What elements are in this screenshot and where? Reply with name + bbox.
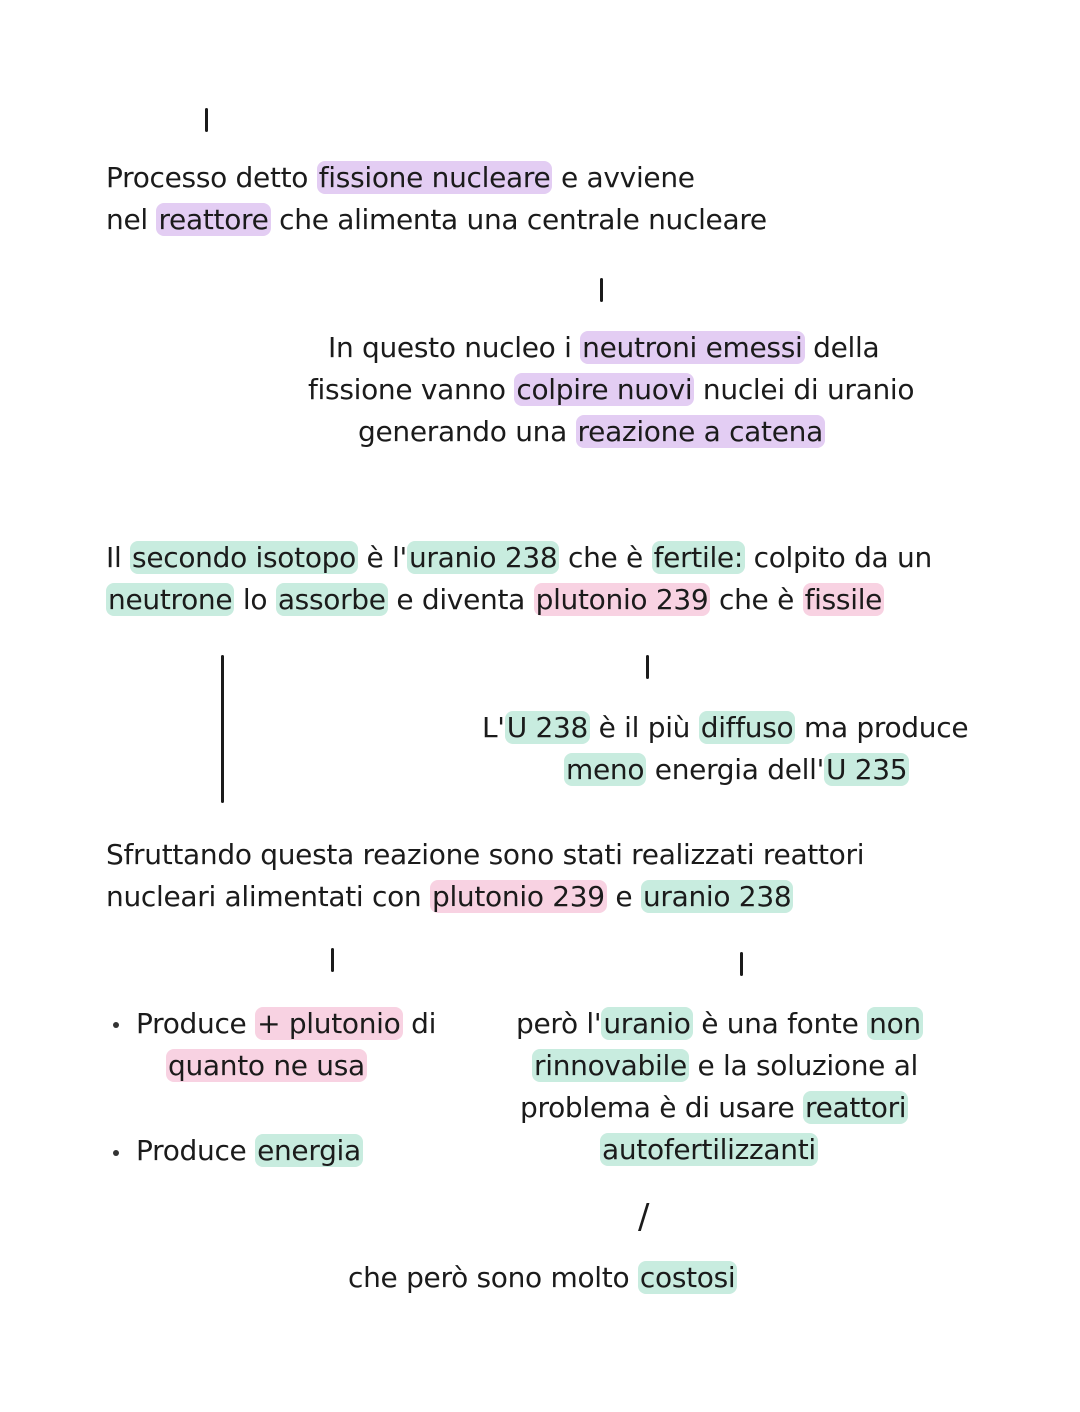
highlight-u238: U 238: [506, 711, 589, 744]
highlight-u235: U 235: [825, 753, 908, 786]
highlight-reattori: reattori: [805, 1091, 907, 1124]
highlight-diffuso: diffuso: [700, 711, 794, 744]
highlight-secondo-isotopo: secondo isotopo: [132, 541, 356, 574]
highlight-reazione-a-catena: reazione a catena: [577, 415, 823, 448]
highlight-reattore: reattore: [158, 203, 269, 236]
renewable-line-1: però l'uranio è una fonte non: [516, 1007, 921, 1040]
u238-line-2: meno energia dell'U 235: [566, 753, 908, 786]
u238-line-1: L'U 238 è il più diffuso ma produce: [482, 711, 969, 744]
connector-line-2: [600, 278, 603, 302]
highlight-neutroni-emessi: neutroni emessi: [582, 331, 803, 364]
reactors-line-1: Sfruttando questa reazione sono stati realizzati reattori: [106, 838, 865, 871]
bullet-item-1-line-2: [166, 1045, 367, 1087]
chain-reaction-line-1: In questo nucleo i neutroni emessi della: [328, 331, 880, 364]
highlight-uranio-238: uranio 238: [408, 541, 558, 574]
connector-line-long: [221, 655, 224, 803]
highlight-fertile: fertile:: [653, 541, 743, 574]
highlight-quanto-ne-usa: quanto ne usa: [168, 1049, 365, 1082]
highlight-rinnovabile: rinnovabile: [534, 1049, 687, 1082]
reactors-line-2: nucleari alimentati con plutonio 239 e uranio 238: [106, 880, 792, 913]
isotope-line-1: Il secondo isotopo è l'uranio 238 che è fertile: colpito da un: [106, 541, 932, 574]
highlight-energia: energia: [257, 1134, 361, 1167]
bullet-1: [113, 1022, 119, 1028]
highlight-costosi: costosi: [639, 1261, 736, 1294]
renewable-line-4: [600, 1129, 818, 1171]
highlight-piu-plutonio: + plutonio: [257, 1007, 401, 1040]
fission-line-2: nel reattore che alimenta una centrale nucleare: [106, 203, 767, 236]
connector-line-top: [205, 108, 208, 132]
highlight-non: non: [869, 1007, 921, 1040]
highlight-fissione-nucleare: fissione nucleare: [318, 161, 551, 194]
connector-slash: /: [638, 1197, 650, 1237]
highlight-fissile: fissile: [804, 583, 883, 616]
bullet-item-2: Produce energia: [136, 1134, 361, 1167]
highlight-uranio-238-b: uranio 238: [642, 880, 792, 913]
chain-reaction-line-3: generando una reazione a catena: [358, 415, 823, 448]
highlight-plutonio-239-b: plutonio 239: [431, 880, 605, 913]
highlight-uranio: uranio: [603, 1007, 691, 1040]
renewable-line-3: problema è di usare reattori: [520, 1091, 907, 1124]
isotope-line-2: neutrone lo assorbe e diventa plutonio 239 che è fissile: [108, 583, 883, 616]
connector-line-3: [646, 655, 649, 679]
highlight-plutonio-239: plutonio 239: [535, 583, 709, 616]
connector-line-right-branch: [740, 952, 743, 976]
bullet-2: [113, 1150, 119, 1156]
bullet-item-1-line-1: Produce + plutonio di: [136, 1007, 437, 1040]
highlight-meno: meno: [566, 753, 645, 786]
highlight-assorbe: assorbe: [277, 583, 386, 616]
fission-line-1: Processo detto fissione nucleare e avviene: [106, 161, 695, 194]
chain-reaction-line-2: fissione vanno colpire nuovi nuclei di uranio: [308, 373, 915, 406]
connector-line-left-branch: [331, 948, 334, 972]
highlight-autofertilizzanti: autofertilizzanti: [602, 1133, 816, 1166]
renewable-line-2: rinnovabile e la soluzione al: [534, 1049, 919, 1082]
highlight-colpire-nuovi: colpire nuovi: [516, 373, 693, 406]
highlight-neutrone: neutrone: [108, 583, 233, 616]
final-line: che però sono molto costosi: [348, 1261, 736, 1294]
